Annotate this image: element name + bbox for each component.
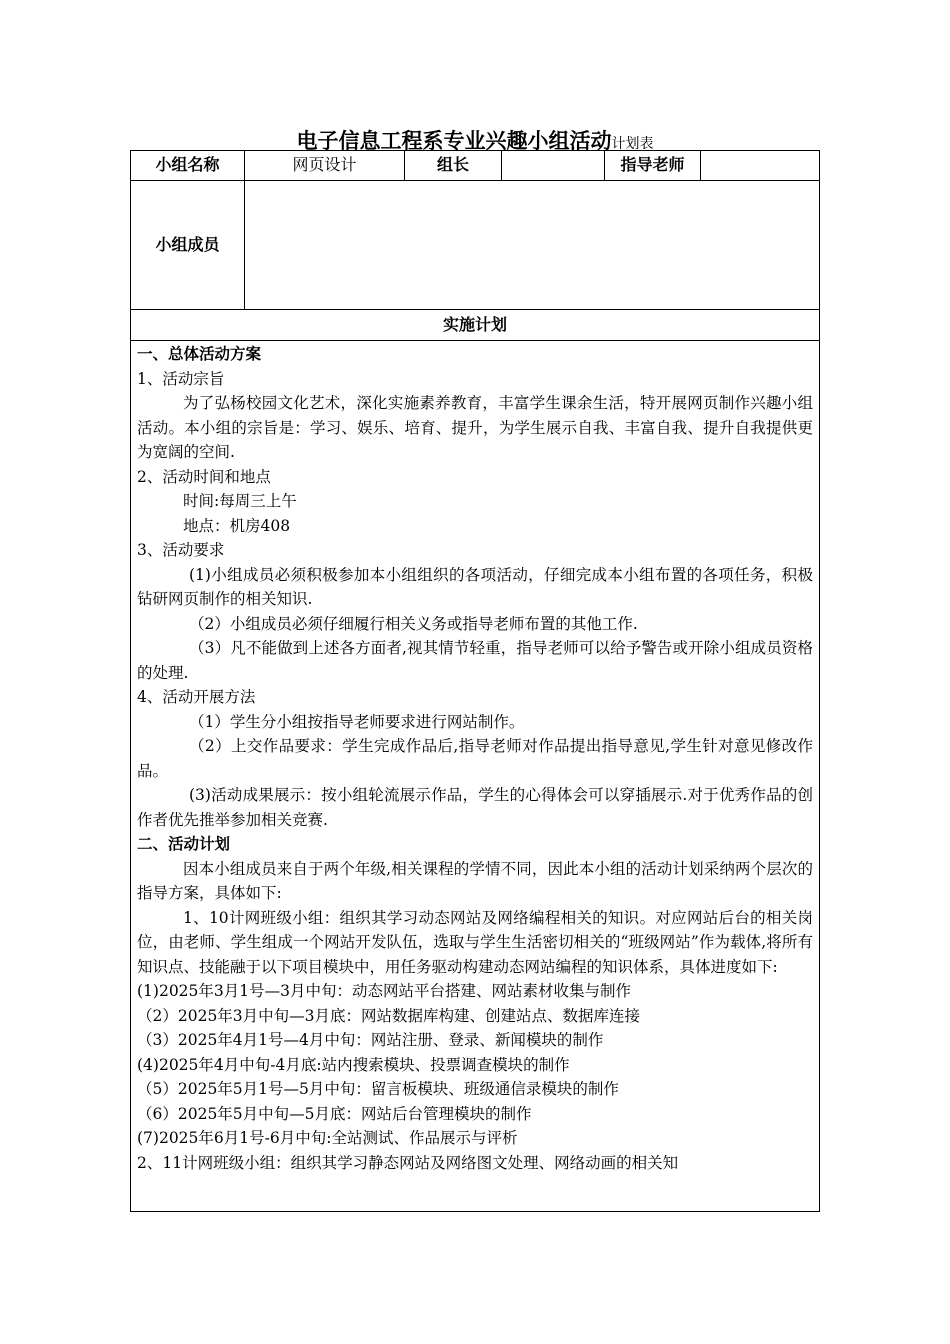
time-line: 时间:每周三上午	[183, 492, 297, 510]
schedule-item: （6）2025年5月中旬—5月底：网站后台管理模块的制作	[137, 1104, 532, 1123]
group-name-label: 小组名称	[155, 155, 220, 174]
teacher-label: 指导老师	[620, 155, 685, 174]
teacher-value	[701, 150, 819, 180]
paragraph: （2）上交作品要求：学生完成作品后,指导老师对作品提出指导意见,学生针对意见修改作品。	[137, 737, 813, 780]
table-border-bottom	[130, 1211, 820, 1212]
table-row-divider	[130, 340, 820, 341]
schedule-item: (1)2025年3月1号—3月中旬：动态网站平台搭建、网站素材收集与制作	[137, 982, 631, 1000]
location-line: 地点：机房408	[183, 516, 291, 535]
subheading: 2、活动时间和地点	[137, 467, 271, 486]
subheading: 4、活动开展方法	[137, 688, 256, 706]
subheading: 3、活动要求	[137, 541, 225, 559]
paragraph: (1)小组成员必须积极参加本小组组织的各项活动，仔细完成本小组布置的各项任务，积极钻研网页制作的相关知识.	[137, 565, 813, 608]
section-heading: 一、总体活动方案	[137, 345, 262, 363]
title-sub: 计划表	[611, 136, 654, 152]
plan-heading: 实施计划	[442, 315, 507, 334]
paragraph: 为了弘杨校园文化艺术，深化实施素养教育，丰富学生课余生活，特开展网页制作兴趣小组活动。本小组的宗旨是：学习、娱乐、培育、提升，为学生展示自我、丰富自我、提升自我提供更为宽阔的空间.	[137, 394, 813, 461]
paragraph: 2、11计网班级小组：组织其学习静态网站及网络图文处理、网络动画的相关知	[137, 1153, 679, 1172]
plan-body	[137, 342, 813, 1175]
schedule-item: （3）2025年4月1号—4月中旬：网站注册、登录、新闻模块的制作	[137, 1031, 604, 1049]
schedule-item: （2）2025年3月中旬—3月底：网站数据库构建、创建站点、数据库连接	[137, 1006, 641, 1025]
members-value	[245, 181, 819, 309]
section-heading: 二、活动计划	[137, 835, 231, 853]
paragraph: 因本小组成员来自于两个年级,相关课程的学情不同，因此本小组的活动计划采纳两个层次的指导方案，具体如下:	[137, 859, 813, 902]
group-name-value: 网页设计	[292, 155, 357, 174]
paragraph: （2）小组成员必须仔细履行相关义务或指导老师布置的其他工作.	[189, 614, 638, 633]
paragraph: （1）学生分小组按指导老师要求进行网站制作。	[189, 712, 525, 731]
schedule-item: (4)2025年4月中旬-4月底:站内搜索模块、投票调查模块的制作	[137, 1055, 570, 1074]
paragraph: (3)活动成果展示：按小组轮流展示作品，学生的心得体会可以穿插展示.对于优秀作品的创作者优先推举参加相关竞赛.	[137, 786, 813, 829]
leader-label: 组长	[436, 155, 469, 174]
subheading: 1、活动宗旨	[137, 369, 225, 388]
table-border-right	[819, 150, 820, 1212]
schedule-item: （5）2025年5月1号—5月中旬：留言板模块、班级通信录模块的制作	[137, 1080, 619, 1098]
paragraph: 1、10计网班级小组：组织其学习动态网站及网络编程相关的知识。对应网站后台的相关岗位，由老师、学生组成一个网站开发队伍，选取与学生生活密切相关的“班级网站”作为载体,将所有知识点、技能融于以下项目模块中，用任务驱动构建动态网站编程的知识体系，具体进度如下:	[137, 908, 813, 976]
members-label: 小组成员	[155, 235, 220, 254]
title-main: 电子信息工程系专业兴趣小组活动	[296, 129, 612, 153]
schedule-item: (7)2025年6月1号-6月中旬:全站测试、作品展示与评析	[137, 1129, 518, 1147]
leader-value	[502, 150, 604, 180]
paragraph: （3）凡不能做到上述各方面者,视其情节轻重，指导老师可以给予警告或开除小组成员资格的处理.	[137, 639, 813, 682]
